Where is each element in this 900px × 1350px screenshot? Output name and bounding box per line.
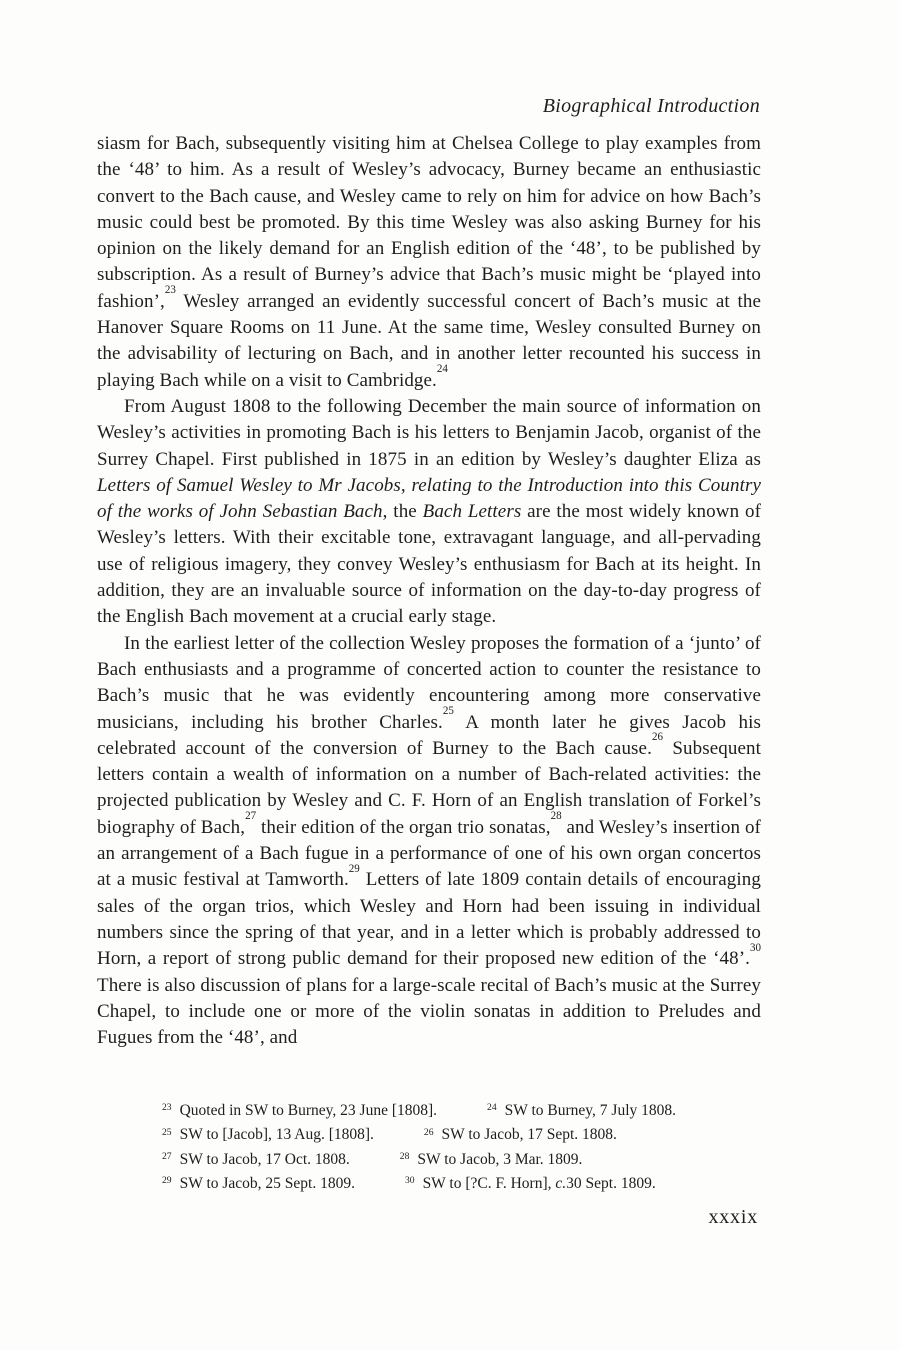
text-run: Wesley arranged an evidently successful concert of Bach’s music at the Hanover Square Rooms on 11 June. At the same time, Wesley consulted Burney on the advisability of lecturing on Bach, and in another letter recounted his success in playing Bach while on a visit to Cambridge. bbox=[97, 290, 761, 391]
footnotes bbox=[162, 1100, 762, 1197]
paragraph bbox=[97, 631, 761, 1052]
footnote-number: 29 bbox=[162, 1175, 172, 1187]
footnote-marker: 25 bbox=[442, 705, 454, 718]
footnote-number: 25 bbox=[162, 1126, 172, 1138]
page-number: xxxix bbox=[708, 1206, 758, 1228]
footnote bbox=[162, 1175, 355, 1192]
italic-text: Letters of Samuel Wesley to Mr Jacobs, relating to the Introduction into this Country of the works of John Sebastian Bach bbox=[97, 474, 761, 523]
text-run: SW to Jacob, 17 Sept. 1808. bbox=[441, 1126, 617, 1144]
footnote bbox=[405, 1175, 656, 1192]
footnote-row bbox=[162, 1124, 762, 1148]
footnote bbox=[162, 1102, 437, 1119]
footnote-marker: 28 bbox=[550, 810, 562, 823]
footnote-marker: 24 bbox=[436, 363, 448, 376]
text-run: SW to [?C. F. Horn], bbox=[422, 1174, 556, 1192]
footnote-number: 24 bbox=[487, 1102, 497, 1114]
text-run: In the earliest letter of the collection Wesley proposes the formation of a ‘junto’ of Bach enthusiasts and a programme of concerted action to counter the resistance to Bach’s music that he was evidently encountering among more conservative musicians, including his brother Charles. bbox=[97, 632, 761, 733]
text-run: their edition of the organ trio sonatas, bbox=[256, 816, 551, 838]
text-run: From August 1808 to the following December the main source of information on Wesley’s activities in promoting Bach is his letters to Benjamin Jacob, organist of the Surrey Chapel. First published in 1875 in an edition by Wesley’s daughter Eliza as bbox=[97, 395, 761, 470]
footnote-marker: 23 bbox=[164, 284, 176, 297]
footnote-marker: 26 bbox=[651, 731, 663, 744]
text-run: Letters of late 1809 contain details of encouraging sales of the organ trios, which Wesley and Horn had been issuing in individual numbers since the spring of that year, and in a letter which is probably addressed to Horn, a report of strong public demand for their proposed new edition of the ‘48’. bbox=[97, 869, 761, 970]
text-run: SW to Jacob, 3 Mar. 1809. bbox=[417, 1150, 583, 1168]
footnote-number: 27 bbox=[162, 1150, 172, 1162]
text-run: Quoted in SW to Burney, 23 June [1808]. bbox=[179, 1102, 438, 1119]
text-run: , the bbox=[382, 501, 423, 523]
text-run: and Wesley’s insertion of an arrangement of a Bach fugue in a performance of one of his own organ concertos at a music festival at Tamworth. bbox=[97, 816, 761, 891]
footnote-number: 30 bbox=[404, 1175, 415, 1187]
paragraph bbox=[97, 131, 761, 394]
footnote-row bbox=[162, 1173, 762, 1197]
italic-text: c. bbox=[555, 1174, 567, 1192]
text-run: SW to Jacob, 17 Oct. 1808. bbox=[179, 1150, 350, 1168]
body-text bbox=[97, 131, 761, 1051]
footnote-row bbox=[162, 1100, 762, 1124]
italic-text: Bach Letters bbox=[422, 501, 522, 523]
footnote-row bbox=[162, 1149, 762, 1173]
footnote-marker: 30 bbox=[749, 941, 761, 954]
footnote-number: 23 bbox=[162, 1102, 172, 1114]
footnote bbox=[424, 1126, 617, 1143]
running-head: Biographical Introduction bbox=[542, 95, 760, 117]
footnote-number: 26 bbox=[423, 1126, 434, 1138]
footnote bbox=[487, 1102, 676, 1119]
text-run: siasm for Bach, subsequently visiting him at Chelsea College to play examples from the ‘48’ to him. As a result of Wesley’s advocacy, Burney became an enthusiastic convert to the Bach cause, and Wesley came to rely on him for advice on how Bach’s music could best be promoted. By this time Wesley was also asking Burney for his opinion on the likely demand for an English edition of the ‘48’, to be published by subscription. As a result of Burney’s advice that Bach’s music might be ‘played into fashion’, bbox=[97, 133, 761, 312]
footnote-marker: 29 bbox=[348, 862, 360, 875]
paragraph bbox=[97, 394, 761, 631]
text-run: are the most widely known of Wesley’s letters. With their excitable tone, extravagant language, and all-pervading use of religious imagery, they convey Wesley’s enthusiasm for Bach at its height. In addition, they are an invaluable source of information on the day-to-day progress of the English Bach movement at a crucial early stage. bbox=[97, 501, 761, 628]
text-run: There is also discussion of plans for a large-scale recital of Bach’s music at the Surrey Chapel, to include one or more of the violin sonatas in addition to Preludes and Fugues from the ‘48’, and bbox=[97, 974, 761, 1049]
text-run: SW to [Jacob], 13 Aug. [1808]. bbox=[179, 1126, 374, 1144]
text-run: A month later he gives Jacob his celebrated account of the conversion of Burney to the Bach cause. bbox=[97, 711, 761, 759]
footnote-number: 28 bbox=[399, 1150, 410, 1162]
text-run: 30 Sept. 1809. bbox=[566, 1174, 656, 1192]
footnote-marker: 27 bbox=[245, 810, 257, 823]
text-run: SW to Jacob, 25 Sept. 1809. bbox=[179, 1174, 355, 1192]
text-run: Subsequent letters contain a wealth of information on a number of Bach-related activities: the projected publication by Wesley and C. F. Horn of an English translation of Forkel’s biography of Bach, bbox=[97, 737, 761, 838]
footnote bbox=[400, 1151, 583, 1168]
text-run: SW to Burney, 7 July 1808. bbox=[504, 1102, 677, 1119]
footnote bbox=[162, 1151, 350, 1168]
footnote bbox=[162, 1126, 374, 1143]
